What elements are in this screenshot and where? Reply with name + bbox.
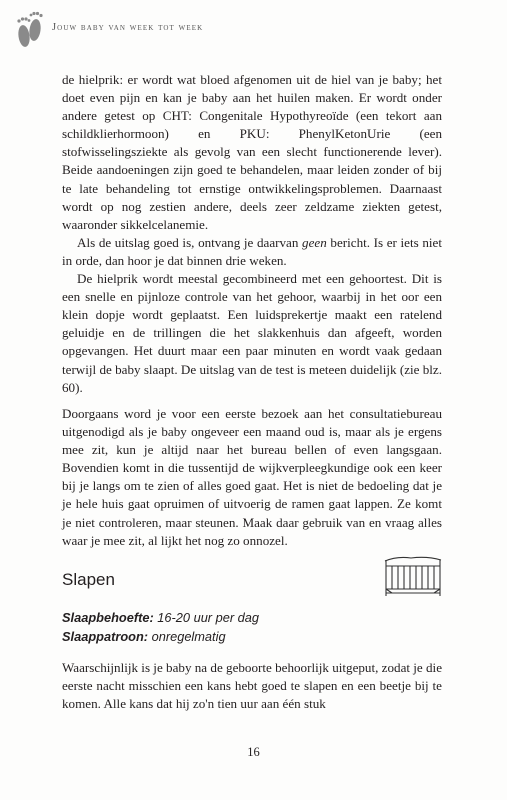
emphasis-geen: geen (302, 234, 327, 250)
crib-icon (383, 555, 443, 597)
sleep-pattern (62, 627, 259, 646)
running-title: Jouw baby van week tot week (52, 22, 204, 33)
paragraph-consultatiebureau: Doorgaans word je voor een eerste bezoek aan het consultatiebureau uitgenodigd als je baby ongeveer een maand oud is, maar als je ergens mee zit, kun je altijd naar het bureau bellen of even langsgaan. Bovendien komt in die tussentijd de wijkverpleegkundige ook een keer bij je langs om te zien of alles goed gaat. Het is niet de bedoeling dat je je hele huis gaat opruimen of uitvoerig de ramen gaat lappen. Ze komt je niet controleren, maar steunen. Maak daar gebruik van en vraag alles waar je mee zit, al lijkt het nog zo onnozel. (62, 406, 442, 548)
sleep-need-label: Slaapbehoefte: (62, 610, 154, 625)
sleep-pattern-label: Slaappatroon: (62, 629, 149, 644)
paragraph-slapen: Waarschijnlijk is je baby na de geboorte behoorlijk uitgeput, zodat je die eerste nacht misschien een kans hebt goed te slapen en een beetje bij te komen. Alle kans dat hij zo'n tien uur aan één stuk (62, 660, 443, 712)
sleep-facts (62, 608, 259, 646)
text-block-slapen (62, 659, 442, 713)
text-block-hielprik (62, 71, 442, 397)
sleep-need-value: 16-20 uur per dag (153, 610, 260, 625)
running-head (14, 8, 203, 58)
sleep-need (62, 608, 259, 627)
sleep-pattern-value: onregelmatig (148, 629, 226, 644)
paragraph-hielprik: de hielprik: er wordt wat bloed afgenomen uit de hiel van je baby; het doet even pijn en kan je baby aan het huilen maken. Er wordt onder andere getest op CHT: Congenitale Hypothyreoïde (een tekort aan schildklierhormoon) en PKU: PhenylKetonUrie (een stofwisselingsziekte als gevolg van een slecht functionerende lever). Beide aandoeningen zijn goed te behandelen, maar leiden zonder of bij te late behandeling tot ernstige ontwikkelingsproblemen. Daarnaast wordt op nog zestien andere, deels zeer zeldzame ziekten getest, waaronder sikkelcelanemie. (62, 72, 442, 232)
page-number: 16 (247, 745, 260, 759)
paragraph-uitslag (62, 234, 442, 270)
baby-feet-icon (14, 8, 44, 56)
text-run: Als de uitslag goed is, ontvang je daarvan (77, 234, 303, 250)
text-block-consultatiebureau (62, 405, 442, 550)
paragraph-gehoortest: De hielprik wordt meestal gecombineerd met een gehoortest. Dit is een snelle en pijnloze controle van het gehoor, waarbij in het oor een klein dopje wordt geplaatst. Een luidsprekertje maakt een ratelend geluidje en de trillingen die het slakkenhuis dan afgeeft, worden opgevangen. Het duurt maar een paar minuten en wordt vaak gedaan terwijl de baby slaapt. De uitslag van de test is meteen duidelijk (zie blz. 60). (62, 271, 442, 395)
section-title: Slapen (62, 570, 115, 589)
text-run: bericht. Is er iets niet in orde, dan hoor je dat binnen drie weken. (62, 234, 442, 268)
